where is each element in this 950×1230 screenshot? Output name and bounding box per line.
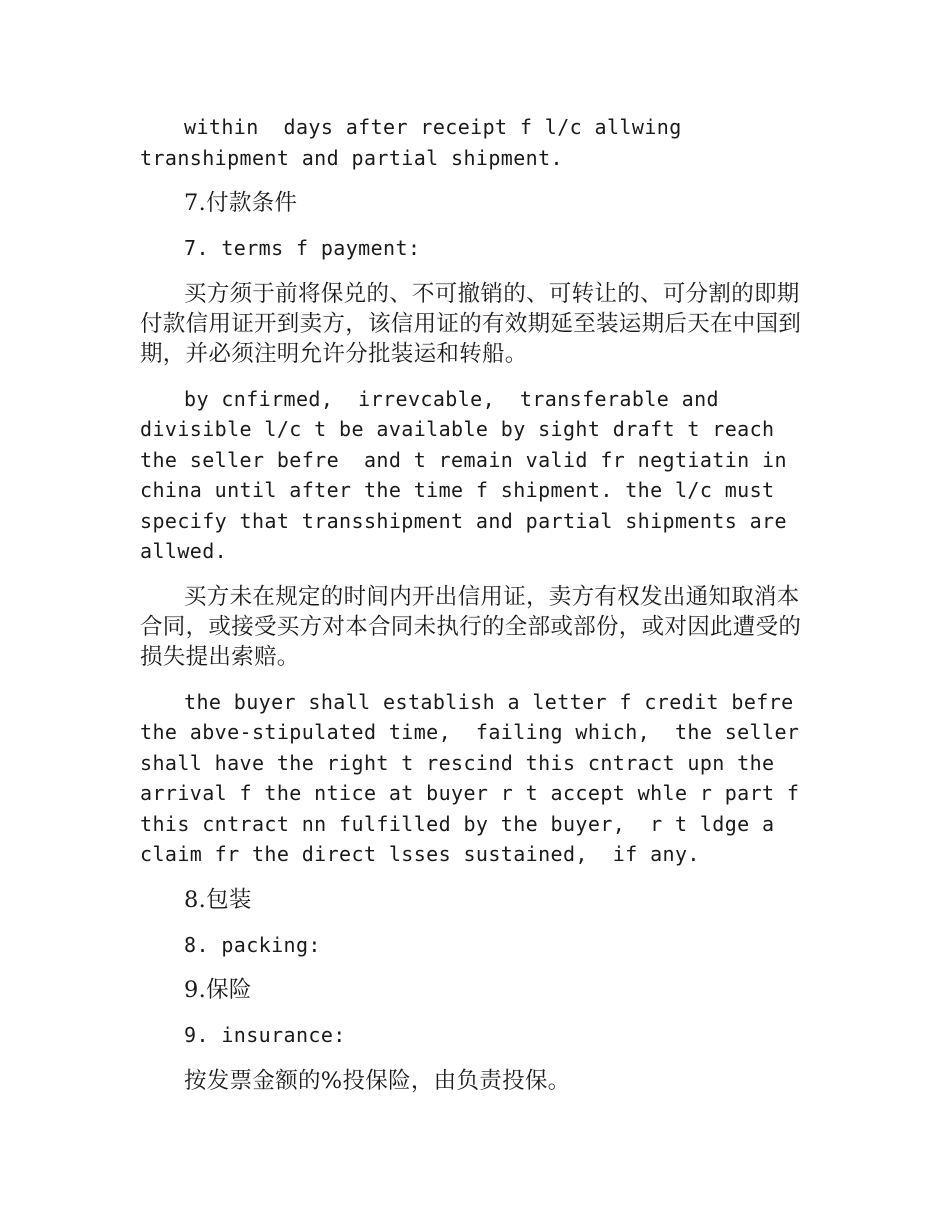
document-page (140, 112, 820, 1111)
heading-payment-terms-en: 7. terms f payment: (184, 236, 421, 260)
paragraph-lc-failure-en: the buyer shall establish a letter f credit befre the abve-stipulated time, failing which, the seller shall have the right t rescind this cntract upn the arrival f the ntice at buyer r t accept whle r part f this cntract nn fulfilled by the buyer, r t ldge a claim fr the direct lsses sustained, if any. (140, 689, 812, 866)
heading-payment-terms-zh: 7.付款条件 (184, 190, 298, 216)
paragraph-lc-en: by cnfirmed, irrevcable, transferable and divisible l/c t be available by sight draft t reach the seller befre and t remain valid fr negtiatin in china until after the time f shipment. the l/c must specify that transshipment and partial shipments are allwed. (140, 386, 800, 563)
heading-packing-en: 8. packing: (184, 932, 321, 957)
paragraph-lc-zh: 买方须于前将保兑的、不可撤销的、可转让的、可分割的即期付款信用证开到卖方，该信用证的有效期延至装运期后天在中国到期，并必须注明允许分批装运和转船。 (140, 280, 802, 367)
paragraph-insurance-zh: 按发票金额的%投保险，由负责投保。 (184, 1067, 571, 1094)
paragraph-lc-failure-zh: 买方未在规定的时间内开出信用证，卖方有权发出通知取消本合同，或接受买方对本合同未执行的全部或部份，或对因此遭受的损失提出索赔。 (140, 583, 802, 670)
heading-packing-zh: 8.包装 (184, 886, 252, 913)
paragraph-shipment-terms-en: within days after receipt f l/c allwing transhipment and partial shipment. (140, 115, 695, 170)
heading-insurance-zh: 9.保险 (184, 977, 252, 1003)
heading-insurance-en: 9. insurance: (184, 1023, 346, 1047)
